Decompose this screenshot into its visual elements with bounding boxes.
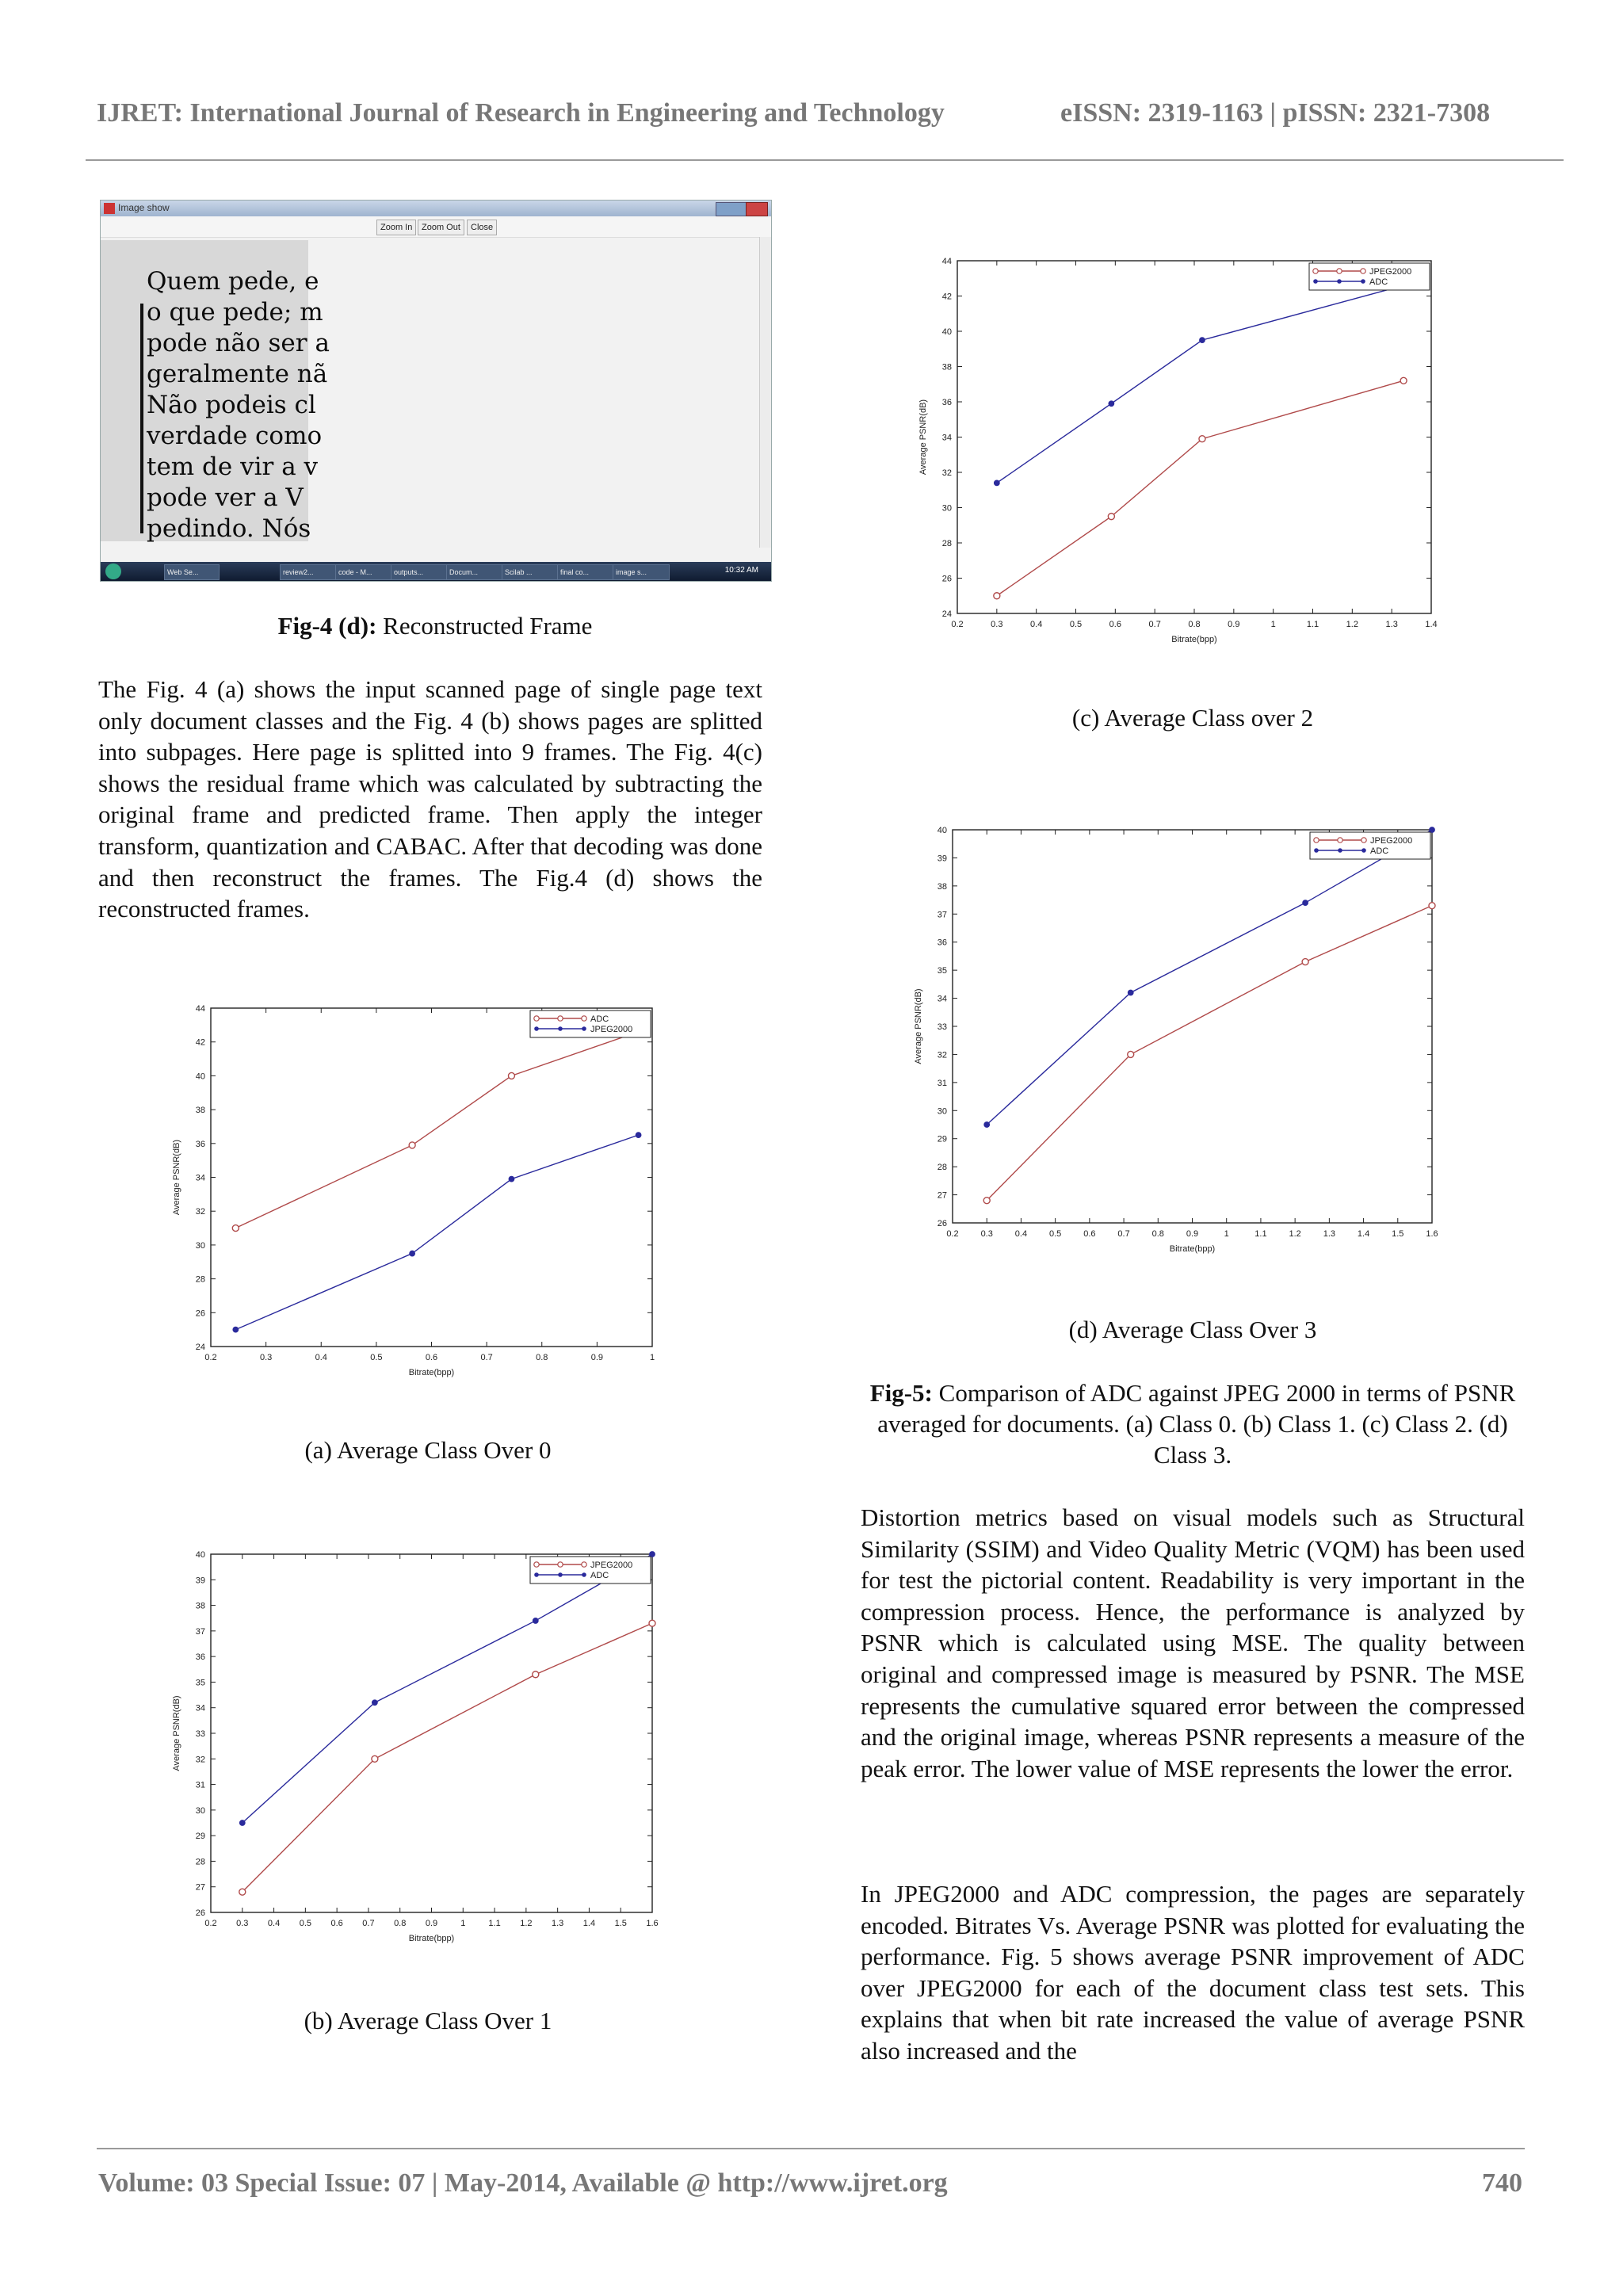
data-point <box>533 1671 539 1678</box>
y-tick-label: 28 <box>937 1163 947 1173</box>
data-point <box>239 1889 246 1895</box>
y-tick-label: 42 <box>195 1037 205 1048</box>
chart-class-2 <box>903 250 1450 646</box>
data-point <box>233 1327 239 1332</box>
data-point <box>1128 1051 1134 1057</box>
app-icon <box>104 203 115 214</box>
data-point <box>232 1225 239 1232</box>
x-tick-label: 0.6 <box>1109 620 1121 629</box>
caption-a: (a) Average Class Over 0 <box>304 1436 552 1464</box>
y-tick-label: 44 <box>941 257 952 266</box>
y-tick-label: 28 <box>195 1274 205 1285</box>
journal-header: IJRET: International Journal of Research in Engineering and Technology <box>97 98 945 128</box>
y-tick-label: 38 <box>195 1106 205 1116</box>
fig4d-caption-text: Reconstructed Frame <box>376 612 593 640</box>
y-tick-label: 29 <box>195 1832 205 1842</box>
close-icon <box>746 202 768 216</box>
x-tick-label: 1.3 <box>1385 620 1398 629</box>
taskbar-item[interactable]: Web Se... <box>164 564 220 580</box>
taskbar-item[interactable]: final co... <box>557 564 614 580</box>
legend-marker <box>1337 269 1342 273</box>
taskbar-item[interactable]: outputs... <box>391 564 448 580</box>
x-tick-label: 1.2 <box>1289 1229 1301 1239</box>
y-tick-label: 26 <box>941 574 952 584</box>
legend-marker <box>582 1016 586 1021</box>
data-point <box>1430 827 1435 833</box>
data-point <box>983 1198 990 1204</box>
caption-c: (c) Average Class over 2 <box>1071 704 1314 732</box>
window-titlebar <box>101 201 771 216</box>
y-axis-label: Average PSNR(dB) <box>914 988 923 1064</box>
x-tick-label: 1 <box>1270 620 1276 629</box>
y-tick-label: 37 <box>937 910 947 920</box>
document-image <box>101 240 330 543</box>
x-tick-label: 0.8 <box>1151 1229 1164 1239</box>
caption-d: (d) Average Class Over 3 <box>1068 1316 1317 1343</box>
x-tick-label: 0.7 <box>362 1919 375 1928</box>
doc-line: verdade como <box>147 422 323 450</box>
zoom-out-button[interactable]: Zoom Out <box>418 220 464 235</box>
x-tick-label: 0.9 <box>1186 1229 1199 1239</box>
y-tick-label: 38 <box>937 881 947 892</box>
data-point <box>1400 377 1407 384</box>
y-tick-label: 34 <box>941 433 952 443</box>
y-tick-label: 37 <box>195 1626 205 1637</box>
x-axis-label: Bitrate(bpp) <box>1169 1244 1216 1254</box>
x-tick-label: 1.4 <box>1357 1229 1370 1239</box>
x-tick-label: 0.5 <box>299 1919 312 1928</box>
legend-marker <box>534 1572 539 1577</box>
fig5-caption-label: Fig-5: <box>869 1379 933 1407</box>
y-tick-label: 35 <box>195 1678 205 1688</box>
legend-label: JPEG2000 <box>1370 836 1413 846</box>
x-tick-label: 0.7 <box>1148 620 1161 629</box>
paragraph-text: In JPEG2000 and ADC compression, the pages are separately encoded. Bitrates Vs. Average PSNR was plotted for evaluating the performance. Fig. 5 shows average PSNR improvement of ADC over JPEG2000 for each of the document class test sets. This explains that when bit rate increased the value of average PSNR also increased and the <box>861 1880 1525 2065</box>
x-tick-label: 1.1 <box>1254 1229 1267 1239</box>
taskbar-item[interactable]: image s... <box>613 564 670 580</box>
taskbar-item[interactable]: code - M... <box>335 564 392 580</box>
start-icon[interactable] <box>105 563 121 579</box>
x-tick-label: 0.3 <box>980 1229 993 1239</box>
x-tick-label: 1.6 <box>1426 1229 1438 1239</box>
y-tick-label: 34 <box>195 1173 205 1183</box>
y-tick-label: 32 <box>195 1755 205 1765</box>
data-point <box>994 480 999 486</box>
doc-line: geralmente nã <box>147 360 328 388</box>
y-tick-label: 29 <box>937 1134 947 1144</box>
legend-marker <box>1361 848 1366 853</box>
vertical-scrollbar[interactable] <box>759 237 771 548</box>
plot-area <box>211 1008 652 1347</box>
fig5-caption <box>864 1377 1522 1470</box>
x-tick-label: 0.8 <box>536 1353 548 1362</box>
data-point <box>1200 338 1205 343</box>
x-tick-label: 1.1 <box>488 1919 501 1928</box>
legend-marker <box>1361 279 1365 284</box>
fig4d-caption <box>100 610 770 641</box>
x-tick-label: 0.3 <box>236 1919 249 1928</box>
body-paragraph-2 <box>861 1502 1525 1784</box>
taskbar <box>101 562 771 581</box>
y-tick-label: 30 <box>937 1106 947 1117</box>
taskbar-clock: 10:32 AM <box>724 566 758 575</box>
x-tick-label: 0.6 <box>330 1919 343 1928</box>
y-tick-label: 40 <box>195 1072 205 1082</box>
legend-marker <box>582 1572 586 1577</box>
x-axis-label: Bitrate(bpp) <box>1171 635 1217 644</box>
y-tick-label: 40 <box>195 1550 205 1560</box>
legend-marker <box>1337 279 1342 284</box>
fig5-caption-text: Comparison of ADC against JPEG 2000 in terms of PSNR averaged for documents. (a) Class 0. (b) Class 1. (c) Class 2. (d) Class 3. <box>877 1379 1516 1469</box>
legend-marker <box>1338 838 1342 842</box>
x-tick-label: 0.2 <box>204 1919 217 1928</box>
data-point <box>1108 514 1114 520</box>
data-point <box>508 1072 514 1079</box>
x-tick-label: 0.8 <box>1188 620 1201 629</box>
doc-line: pedindo. Nós <box>147 514 311 543</box>
legend-label: ADC <box>590 1014 609 1024</box>
fig4d-caption-label: Fig-4 (d): <box>277 612 377 640</box>
data-point <box>409 1142 415 1148</box>
y-tick-label: 39 <box>937 854 947 864</box>
legend-marker <box>1314 848 1319 853</box>
x-tick-label: 0.4 <box>1014 1229 1028 1239</box>
y-tick-label: 26 <box>195 1908 205 1918</box>
y-tick-label: 44 <box>195 1004 205 1014</box>
doc-line: Não podeis cl <box>147 391 316 419</box>
plot-area <box>211 1554 652 1912</box>
data-point <box>650 1552 655 1557</box>
y-axis-label: Average PSNR(dB) <box>172 1139 181 1216</box>
footer-volume: Volume: 03 Special Issue: 07 | May-2014, Available @ http://www.ijret.org <box>98 2168 948 2198</box>
x-tick-label: 0.9 <box>425 1919 438 1928</box>
y-tick-label: 33 <box>937 1022 947 1032</box>
x-tick-label: 1.3 <box>551 1919 564 1928</box>
legend-marker <box>1314 838 1319 842</box>
x-tick-label: 0.6 <box>1083 1229 1096 1239</box>
y-tick-label: 39 <box>195 1576 205 1586</box>
data-point <box>509 1176 514 1182</box>
x-tick-label: 0.2 <box>204 1353 217 1362</box>
zoom-in-button[interactable]: Zoom In <box>376 220 416 235</box>
chart-class-1 <box>158 1549 674 1946</box>
x-tick-label: 0.4 <box>1030 620 1043 629</box>
x-tick-label: 1.4 <box>582 1919 596 1928</box>
data-point <box>372 1700 377 1706</box>
y-tick-label: 40 <box>941 327 952 337</box>
legend-marker <box>534 1016 539 1021</box>
x-tick-label: 0.2 <box>946 1229 959 1239</box>
x-axis-label: Bitrate(bpp) <box>408 1368 455 1377</box>
plot-area <box>953 830 1432 1223</box>
legend-marker <box>558 1016 563 1021</box>
x-tick-label: 0.7 <box>480 1353 493 1362</box>
x-tick-label: 0.5 <box>1048 1229 1062 1239</box>
x-tick-label: 1.3 <box>1323 1229 1336 1239</box>
legend-label: JPEG2000 <box>590 1561 633 1570</box>
data-point <box>1128 990 1133 995</box>
y-tick-label: 36 <box>941 398 952 407</box>
x-tick-label: 0.3 <box>991 620 1003 629</box>
data-point <box>1302 959 1308 965</box>
legend-marker <box>558 1562 563 1567</box>
x-tick-label: 0.9 <box>590 1353 604 1362</box>
legend-marker <box>558 1026 563 1031</box>
doc-line: pode não ser a <box>147 329 330 357</box>
data-point <box>533 1618 538 1624</box>
footer-rule <box>97 2148 1525 2149</box>
data-point <box>636 1133 641 1138</box>
margin-bar <box>140 304 143 533</box>
y-tick-label: 26 <box>937 1219 947 1228</box>
x-tick-label: 0.7 <box>1117 1229 1130 1239</box>
x-tick-label: 0.3 <box>259 1353 273 1362</box>
y-tick-label: 36 <box>937 938 947 948</box>
y-tick-label: 28 <box>941 539 952 548</box>
legend-marker <box>1313 279 1318 284</box>
x-tick-label: 0.4 <box>267 1919 281 1928</box>
y-tick-label: 42 <box>941 292 952 302</box>
doc-line: Quem pede, e <box>147 267 319 296</box>
doc-line: o que pede; m <box>147 298 323 327</box>
caption-b: (b) Average Class Over 1 <box>304 2007 552 2034</box>
x-tick-label: 1.4 <box>1425 620 1438 629</box>
chart-class-3 <box>903 820 1458 1256</box>
x-tick-label: 0.9 <box>1228 620 1240 629</box>
data-point <box>1109 401 1114 407</box>
legend-label: ADC <box>590 1571 609 1580</box>
taskbar-item[interactable]: Scilab ... <box>502 564 559 580</box>
data-point <box>410 1251 415 1256</box>
header-rule <box>86 159 1564 161</box>
x-tick-label: 0.8 <box>394 1919 407 1928</box>
y-tick-label: 33 <box>195 1729 205 1739</box>
body-paragraph-1 <box>98 674 762 925</box>
y-tick-label: 32 <box>941 468 952 478</box>
y-tick-label: 30 <box>941 503 952 514</box>
close-button[interactable]: Close <box>467 220 497 235</box>
x-tick-label: 0.4 <box>315 1353 327 1362</box>
y-tick-label: 36 <box>195 1652 205 1663</box>
plot-area <box>957 261 1431 613</box>
window-title: Image show <box>118 202 170 213</box>
taskbar-item[interactable]: Docum... <box>446 564 503 580</box>
data-point <box>372 1755 378 1762</box>
page-number: 740 <box>1482 2168 1522 2198</box>
legend-label: ADC <box>1370 846 1389 856</box>
y-tick-label: 26 <box>195 1308 205 1319</box>
x-tick-label: 1.5 <box>1392 1229 1404 1239</box>
x-tick-label: 0.2 <box>951 620 964 629</box>
x-tick-label: 1 <box>460 1919 466 1928</box>
data-point <box>1303 900 1308 906</box>
legend-marker <box>1338 848 1342 853</box>
y-tick-label: 38 <box>941 362 952 372</box>
legend-marker <box>582 1562 586 1567</box>
y-tick-label: 30 <box>195 1805 205 1816</box>
legend-marker <box>534 1562 539 1567</box>
reconstructed-frame-screenshot <box>100 200 772 582</box>
legend-marker <box>1313 269 1318 273</box>
legend-marker <box>558 1572 563 1577</box>
doc-line: pode ver a V <box>147 483 304 512</box>
legend-label: JPEG2000 <box>1369 267 1412 277</box>
data-point <box>239 1820 245 1826</box>
data-point <box>994 593 1000 599</box>
viewer-toolbar <box>101 216 771 238</box>
x-tick-label: 1.6 <box>646 1919 659 1928</box>
x-tick-label: 1.2 <box>520 1919 533 1928</box>
y-tick-label: 35 <box>937 966 947 976</box>
y-tick-label: 27 <box>195 1882 205 1893</box>
y-tick-label: 24 <box>195 1343 205 1352</box>
legend-label: JPEG2000 <box>590 1025 633 1034</box>
x-axis-label: Bitrate(bpp) <box>408 1934 455 1943</box>
y-tick-label: 38 <box>195 1601 205 1611</box>
y-tick-label: 32 <box>937 1050 947 1060</box>
data-point <box>649 1620 655 1626</box>
x-tick-label: 0.5 <box>370 1353 383 1362</box>
chart-class-0 <box>158 999 666 1383</box>
y-axis-label: Average PSNR(dB) <box>918 399 928 476</box>
y-tick-label: 40 <box>937 826 947 835</box>
legend-marker <box>1361 269 1365 273</box>
x-tick-label: 1 <box>1224 1229 1229 1239</box>
x-tick-label: 1.2 <box>1346 620 1358 629</box>
legend-marker <box>582 1026 586 1031</box>
y-tick-label: 34 <box>195 1703 205 1713</box>
paragraph-text: Distortion metrics based on visual models such as Structural Similarity (SSIM) and Video Quality Metric (VQM) has been used for test the pictorial content. Readability is very important in the compression process. Hence, the performance is analyzed by PSNR which is calculated using MSE. The quality between original and compressed image is measured by PSNR. The MSE represents the cumulative squared error between the compressed and the original image, whereas PSNR represents a measure of the peak error. The lower value of MSE represents the lower the error. <box>861 1503 1525 1782</box>
x-tick-label: 1 <box>649 1353 655 1362</box>
data-point <box>1199 436 1205 442</box>
paragraph-text: The Fig. 4 (a) shows the input scanned page of single page text only document classes and the Fig. 4 (b) shows pages are splitted into subpages. Here page is splitted into 9 frames. The Fig. 4(c) shows the residual frame which was calculated by subtracting the original frame and predicted frame. Then apply the integer transform, quantization and CABAC. After that decoding was done and then reconstruct the frames. The Fig.4 (d) shows the reconstructed frames. <box>98 675 762 923</box>
y-tick-label: 34 <box>937 994 947 1004</box>
y-tick-label: 32 <box>195 1207 205 1217</box>
legend-marker <box>1361 838 1366 842</box>
doc-line: tem de vir a v <box>147 453 319 481</box>
y-tick-label: 30 <box>195 1240 205 1251</box>
x-tick-label: 1.5 <box>614 1919 627 1928</box>
y-tick-label: 31 <box>937 1078 947 1088</box>
x-tick-label: 0.6 <box>425 1353 438 1362</box>
taskbar-item[interactable]: review2... <box>280 564 337 580</box>
legend-label: ADC <box>1369 277 1388 287</box>
data-point <box>984 1122 990 1128</box>
y-tick-label: 28 <box>195 1857 205 1867</box>
issn-header: eISSN: 2319-1163 | pISSN: 2321-7308 <box>1060 98 1491 128</box>
y-tick-label: 27 <box>937 1190 947 1201</box>
x-tick-label: 1.1 <box>1306 620 1319 629</box>
x-tick-label: 0.5 <box>1069 620 1083 629</box>
data-point <box>1429 903 1435 909</box>
y-tick-label: 31 <box>195 1780 205 1790</box>
y-axis-label: Average PSNR(dB) <box>172 1695 181 1771</box>
legend-marker <box>534 1026 539 1031</box>
body-paragraph-3 <box>861 1878 1525 2067</box>
y-tick-label: 24 <box>941 609 952 619</box>
y-tick-label: 36 <box>195 1139 205 1149</box>
